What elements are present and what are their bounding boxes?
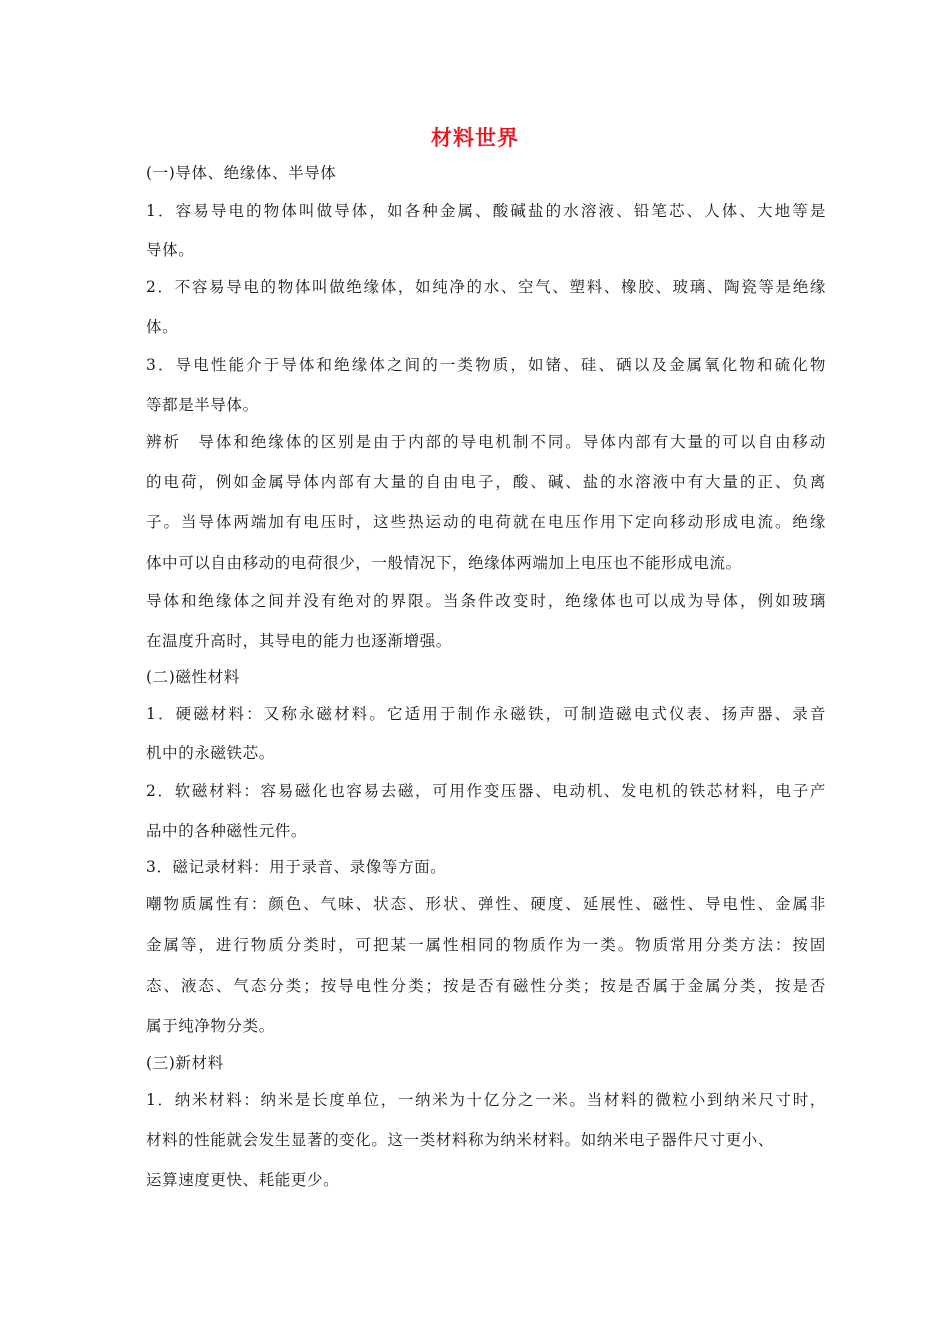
paragraph-line: 在温度升高时，其导电的能力也逐渐增强。: [146, 632, 452, 650]
paragraph-line: 金属等，进行物质分类时，可把某一属性相同的物质作为一类。物质常用分类方法：按固: [146, 936, 826, 954]
paragraph-line: 1．纳米材料：纳米是长度单位，一纳米为十亿分之一米。当材料的微粒小到纳米尺寸时，: [146, 1091, 826, 1109]
paragraph-line: 2．不容易导电的物体叫做绝缘体，如纯净的水、空气、塑料、橡胶、玻璃、陶瓷等是绝缘: [146, 278, 826, 296]
paragraph-line: 态、液态、气态分类；按导电性分类；按是否有磁性分类；按是否属于金属分类，按是否: [146, 977, 826, 995]
paragraph-line: 材料的性能就会发生显著的变化。这一类材料称为纳米材料。如纳米电子器件尺寸更小、: [146, 1131, 774, 1149]
paragraph-line: 导体和绝缘体之间并没有绝对的界限。当条件改变时，绝缘体也可以成为导体，例如玻璃: [146, 592, 826, 610]
section-heading-new-materials: (三)新材料: [146, 1054, 224, 1072]
paragraph-line: 3．导电性能介于导体和绝缘体之间的一类物质，如锗、硅、硒以及金属氧化物和硫化物: [146, 356, 826, 374]
paragraph-line: 1．硬磁材料：又称永磁材料。它适用于制作永磁铁，可制造磁电式仪表、扬声器、录音: [146, 705, 826, 723]
page-title: 材料世界: [431, 126, 519, 150]
paragraph-line: 的电荷，例如金属导体内部有大量的自由电子，酸、碱、盐的水溶液中有大量的正、负离: [146, 473, 826, 491]
paragraph-line: 3．磁记录材料：用于录音、录像等方面。: [146, 858, 447, 876]
paragraph-line: 嘲物质属性有：颜色、气味、状态、形状、弹性、硬度、延展性、磁性、导电性、金属非: [146, 895, 826, 913]
paragraph-line: 运算速度更快、耗能更少。: [146, 1171, 340, 1189]
section-heading-magnetic: (二)磁性材料: [146, 668, 240, 686]
paragraph-line: 辨析 导体和绝缘体的区别是由于内部的导电机制不同。导体内部有大量的可以自由移动: [146, 433, 826, 451]
paragraph-line: 机中的永磁铁芯。: [146, 744, 275, 762]
paragraph-line: 品中的各种磁性元件。: [146, 822, 308, 840]
section-heading-conductors: (一)导体、绝缘体、半导体: [146, 164, 337, 182]
paragraph-line: 属于纯净物分类。: [146, 1017, 275, 1035]
paragraph-line: 1．容易导电的物体叫做导体，如各种金属、酸碱盐的水溶液、铅笔芯、人体、大地等是: [146, 202, 826, 220]
paragraph-line: 导体。: [146, 241, 195, 259]
paragraph-line: 等都是半导体。: [146, 396, 259, 414]
paragraph-line: 2．软磁材料：容易磁化也容易去磁，可用作变压器、电动机、发电机的铁芯材料，电子产: [146, 782, 826, 800]
paragraph-line: 子。当导体两端加有电压时，这些热运动的电荷就在电压作用下定向移动形成电流。绝缘: [146, 513, 826, 531]
paragraph-line: 体。: [146, 318, 179, 336]
paragraph-line: 体中可以自由移动的电荷很少，一般情况下，绝缘体两端加上电压也不能形成电流。: [146, 554, 742, 572]
